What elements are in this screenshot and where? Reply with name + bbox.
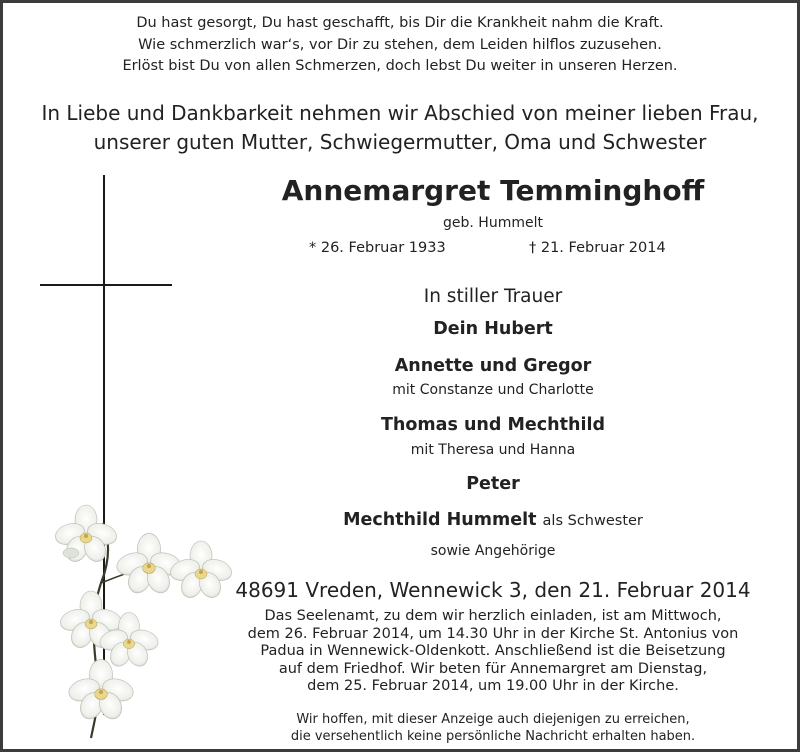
mourner-5 [233,510,753,530]
mourner-2: Annette und Gregor [394,356,592,376]
cross-bar [40,284,172,286]
note-line-2: die versehentlich keine persönliche Nachricht erhalten haben. [290,729,696,744]
poem-line-3: Erlöst bist Du von allen Schmerzen, doch lebst Du weiter in unseren Herzen. [122,58,678,74]
mourner-3: Thomas und Mechthild [381,415,605,435]
mourning-heading: In stiller Trauer [423,286,563,307]
service-info [233,608,753,696]
closing-note [233,711,753,745]
maiden-name: geb. Hummelt [443,215,543,231]
poem [3,13,797,78]
deceased-name: Annemargret Temminghoff [281,174,705,207]
service-line-5: dem 25. Februar 2014, um 19.00 Uhr in der Kirche. [307,678,679,694]
other-relatives: sowie Angehörige [430,543,556,559]
orchid-illustration [31,503,251,743]
death-date: † 21. Februar 2014 [529,240,666,256]
mourner-4: Peter [466,474,520,494]
service-line-3: Padua in Wennewick-Oldenkott. Anschließend ist die Beisetzung [260,643,726,659]
birth-date: * 26. Februar 1933 [309,240,446,256]
intro-text [3,99,797,157]
mourner-3-family: mit Theresa und Hanna [410,442,576,458]
service-line-2: dem 26. Februar 2014, um 14.30 Uhr in der Kirche St. Antonius von [247,625,739,642]
mourner-2-family: mit Constanze und Charlotte [392,382,594,398]
intro-line-2: unserer guten Mutter, Schwiegermutter, Oma und Schwester [93,130,707,154]
poem-line-2: Wie schmerzlich war‘s, vor Dir zu stehen, dem Leiden hilflos zuzusehen. [138,36,662,53]
mourner-1: Dein Hubert [433,319,553,339]
poem-line-1: Du hast gesorgt, Du hast geschafft, bis Dir die Krankheit nahm die Kraft. [136,15,664,31]
mourner-5-name: Mechthild Hummelt [343,510,537,530]
intro-line-1: In Liebe und Dankbarkeit nehmen wir Abschied von meiner lieben Frau, [41,101,759,125]
service-line-4: auf dem Friedhof. Wir beten für Annemargret am Dienstag, [278,660,708,677]
service-line-1: Das Seelenamt, zu dem wir herzlich einladen, ist am Mittwoch, [264,608,722,624]
note-line-1: Wir hoffen, mit dieser Anzeige auch diejenigen zu erreichen, [296,712,690,727]
mourner-5-relation: als Schwester [542,513,643,529]
place-and-date: 48691 Vreden, Wennewick 3, den 21. Februar 2014 [235,578,751,602]
